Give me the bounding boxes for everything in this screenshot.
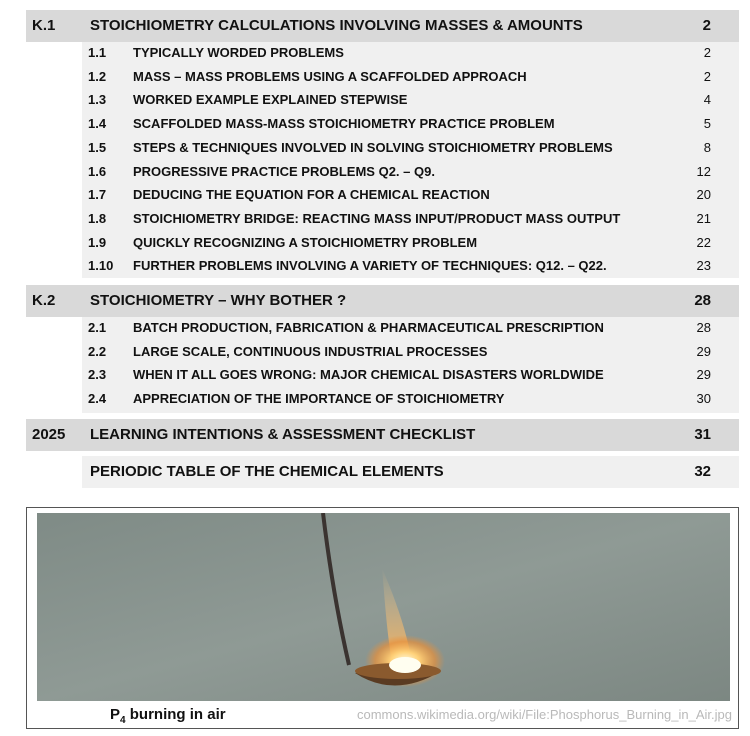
toc-item-num: 1.6 xyxy=(88,163,107,179)
toc-item-page: 29 xyxy=(696,367,711,383)
toc-item-title: STOICHIOMETRY BRIDGE: REACTING MASS INPUT/PRODUCT MASS OUTPUT xyxy=(133,210,621,226)
image-credit: commons.wikimedia.org/wiki/File:Phosphorus_Burning_in_Air.jpg xyxy=(356,707,732,722)
toc-section-num: 2025 xyxy=(32,426,66,443)
toc-item-title: SCAFFOLDED MASS-MASS STOICHIOMETRY PRACTICE PROBLEM xyxy=(133,116,555,132)
toc-section-title: LEARNING INTENTIONS & ASSESSMENT CHECKLIST xyxy=(90,426,476,443)
toc-section-1[interactable] xyxy=(26,10,739,42)
toc-item-num: 1.2 xyxy=(88,68,107,84)
toc-item-num: 2.3 xyxy=(88,367,107,383)
toc-item-page: 21 xyxy=(696,210,711,226)
toc-item[interactable] xyxy=(26,340,739,364)
toc-item[interactable] xyxy=(26,207,739,231)
toc-item-num: 1.9 xyxy=(88,234,107,250)
toc-item[interactable] xyxy=(26,112,739,136)
toc-item-num: 2.2 xyxy=(88,343,107,359)
toc-item-title: QUICKLY RECOGNIZING A STOICHIOMETRY PROBLEM xyxy=(133,234,478,250)
toc-item-title: MASS – MASS PROBLEMS USING A SCAFFOLDED APPROACH xyxy=(133,68,527,84)
toc-item[interactable] xyxy=(26,231,739,255)
toc-section-num: K.2 xyxy=(32,292,56,309)
toc-item-num: 1.4 xyxy=(88,116,107,132)
toc-item-page: 28 xyxy=(696,320,711,335)
toc-item[interactable] xyxy=(26,136,739,160)
toc-item-num: 1.1 xyxy=(88,45,107,60)
toc-item[interactable] xyxy=(26,65,739,89)
toc-section-3[interactable] xyxy=(26,419,739,451)
toc-item[interactable] xyxy=(26,160,739,184)
toc-section-4[interactable] xyxy=(26,456,739,488)
toc-item[interactable] xyxy=(26,316,739,340)
toc-item-num: 1.8 xyxy=(88,210,107,226)
toc-item-title: STEPS & TECHNIQUES INVOLVED IN SOLVING STOICHIOMETRY PROBLEMS xyxy=(133,139,613,155)
toc-section-page: 28 xyxy=(694,292,711,309)
toc-item-title: TYPICALLY WORDED PROBLEMS xyxy=(133,45,344,60)
toc-item[interactable] xyxy=(26,88,739,112)
toc-item[interactable] xyxy=(26,41,739,65)
toc-section-num: K.1 xyxy=(32,17,56,34)
toc-item[interactable] xyxy=(26,183,739,207)
figure-caption: $P_4$ burning in air xyxy=(110,706,226,726)
phosphorus-burning-photo xyxy=(37,513,730,701)
toc-item-page: 2 xyxy=(703,68,711,84)
toc-item-page: 20 xyxy=(696,187,711,203)
toc-item-title: PROGRESSIVE PRACTICE PROBLEMS Q2. – Q9. xyxy=(133,163,435,179)
toc-item-num: 1.5 xyxy=(88,139,107,155)
toc-item-num: 1.10 xyxy=(88,258,114,274)
toc-item[interactable] xyxy=(26,387,739,411)
toc-item-title: WORKED EXAMPLE EXPLAINED STEPWISE xyxy=(133,92,408,108)
toc-item-page: 30 xyxy=(696,391,711,407)
toc-item-page: 29 xyxy=(696,343,711,359)
toc-item-page: 5 xyxy=(703,116,711,132)
toc-item-title: FURTHER PROBLEMS INVOLVING A VARIETY OF TECHNIQUES: Q12. – Q22. xyxy=(133,258,607,274)
toc-item-title: LARGE SCALE, CONTINUOUS INDUSTRIAL PROCESSES xyxy=(133,343,488,359)
toc-section-page: 31 xyxy=(694,426,711,443)
toc-section-page: 32 xyxy=(694,463,711,480)
toc-item-page: 8 xyxy=(703,139,711,155)
toc-item-page: 2 xyxy=(703,45,711,60)
toc-section-title: STOICHIOMETRY CALCULATIONS INVOLVING MASSES & AMOUNTS xyxy=(90,17,583,34)
toc-section-2[interactable] xyxy=(26,285,739,317)
toc-item-page: 22 xyxy=(696,234,711,250)
toc-item[interactable] xyxy=(26,363,739,387)
toc-item-title: DEDUCING THE EQUATION FOR A CHEMICAL REACTION xyxy=(133,187,490,203)
toc-item-title: WHEN IT ALL GOES WRONG: MAJOR CHEMICAL DISASTERS WORLDWIDE xyxy=(133,367,604,383)
toc-item-page: 4 xyxy=(703,92,711,108)
toc-item-title: BATCH PRODUCTION, FABRICATION & PHARMACEUTICAL PRESCRIPTION xyxy=(133,320,604,335)
toc-item[interactable] xyxy=(26,254,739,278)
toc-section-title: PERIODIC TABLE OF THE CHEMICAL ELEMENTS xyxy=(90,463,444,480)
toc-section-page: 2 xyxy=(702,17,711,34)
toc-item-num: 2.1 xyxy=(88,320,107,335)
toc-item-num: 1.3 xyxy=(88,92,107,108)
toc-item-title: APPRECIATION OF THE IMPORTANCE OF STOICHIOMETRY xyxy=(133,391,505,407)
toc-item-page: 23 xyxy=(696,258,711,274)
toc-item-page: 12 xyxy=(696,163,711,179)
toc-item-num: 1.7 xyxy=(88,187,107,203)
toc-section-title: STOICHIOMETRY – WHY BOTHER ? xyxy=(90,292,347,309)
toc-item-num: 2.4 xyxy=(88,391,107,407)
